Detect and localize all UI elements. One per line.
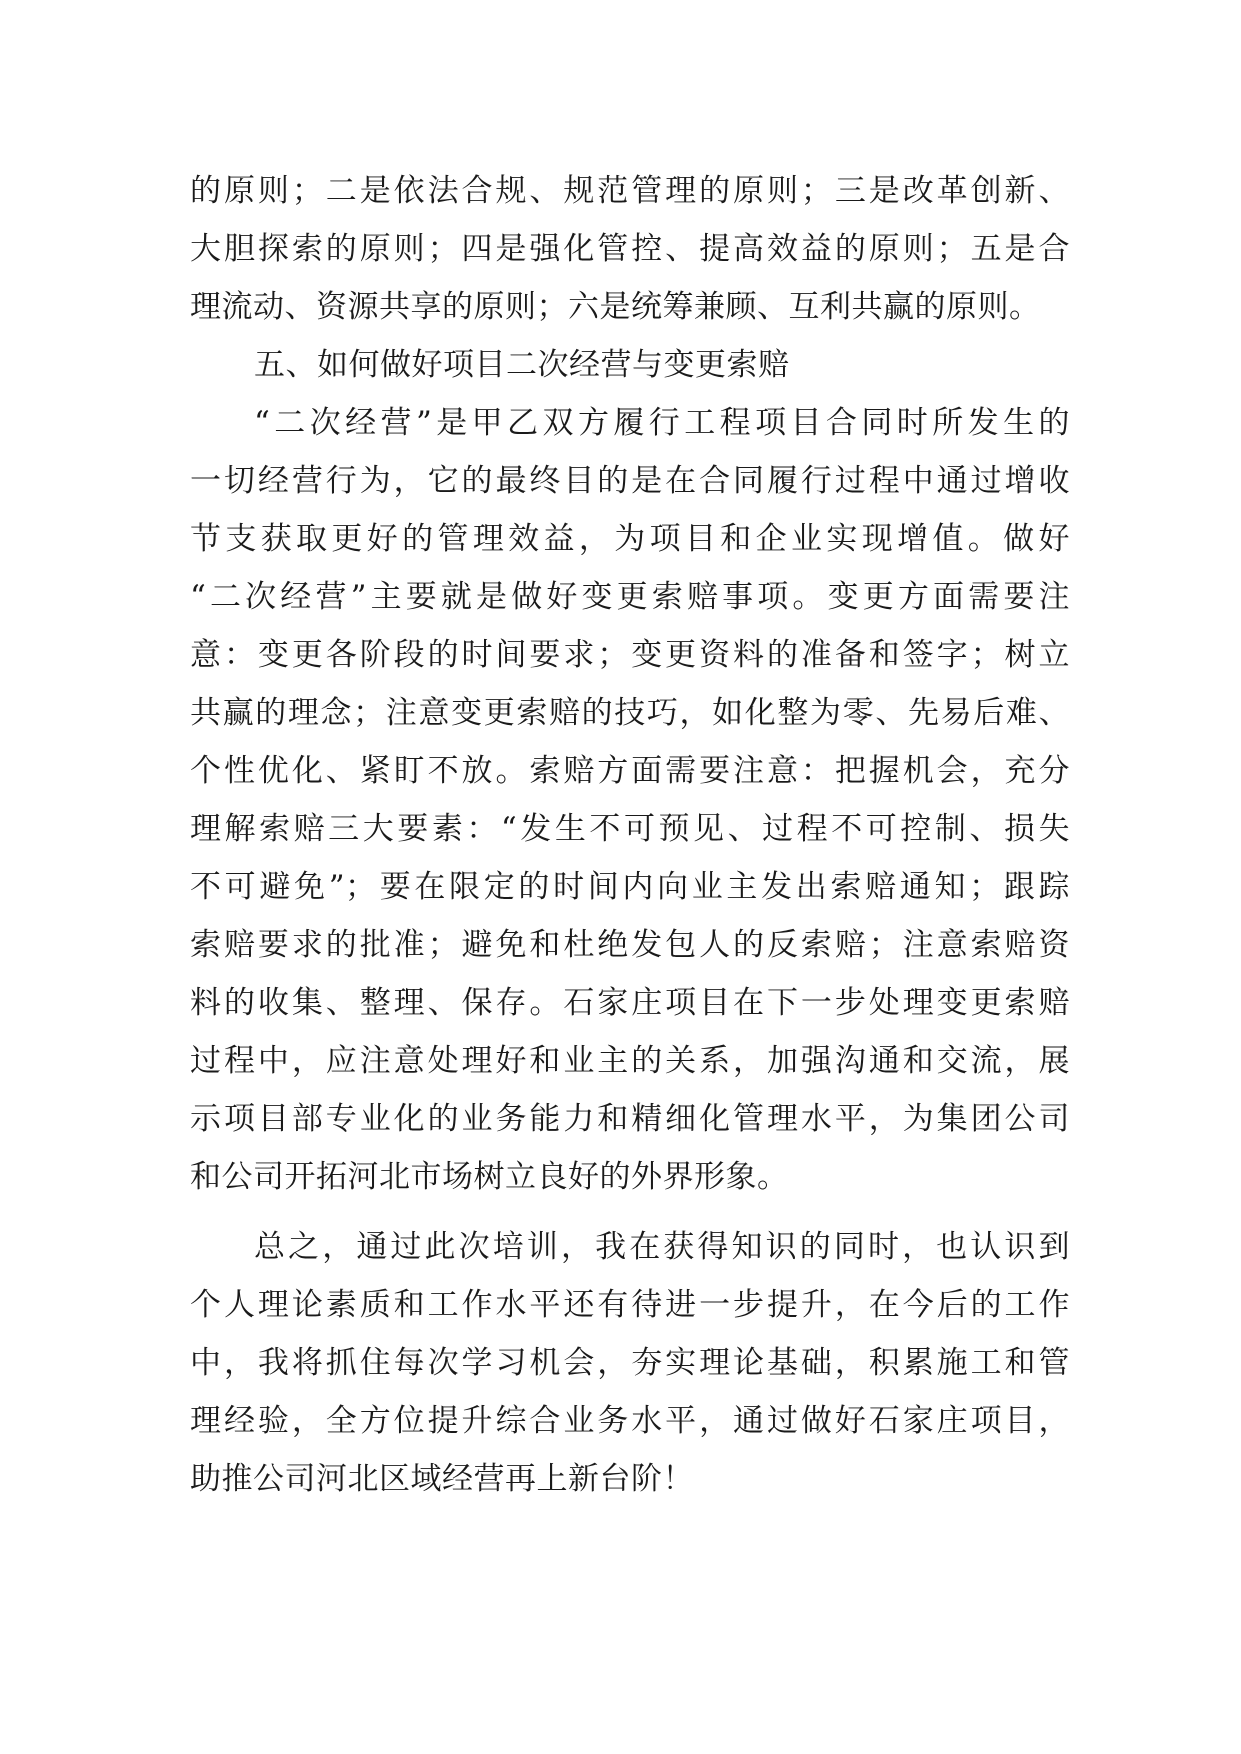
text-line: 过程中，应注意处理好和业主的关系，加强沟通和交流，展 bbox=[190, 1043, 1070, 1079]
paragraph-spacer bbox=[190, 1206, 1070, 1218]
text-line: 示项目部专业化的业务能力和精细化管理水平，为集团公司 bbox=[190, 1101, 1070, 1137]
text-line: 个性优化、紧盯不放。索赔方面需要注意：把握机会，充分 bbox=[190, 753, 1070, 789]
text-line: 一切经营行为，它的最终目的是在合同履行过程中通过增收 bbox=[190, 463, 1070, 499]
text-line: 的原则；二是依法合规、规范管理的原则；三是改革创新、 bbox=[190, 173, 1070, 209]
text-line: 理流动、资源共享的原则；六是统筹兼顾、互利共赢的原则。 bbox=[190, 289, 1041, 325]
text-line: 和公司开拓河北市场树立良好的外界形象。 bbox=[190, 1159, 789, 1195]
document-body bbox=[190, 162, 1070, 1508]
text-line: 意：变更各阶段的时间要求；变更资料的准备和签字；树立 bbox=[190, 637, 1070, 673]
text-line: 不可避免”；要在限定的时间内向业主发出索赔通知；跟踪 bbox=[190, 869, 1070, 905]
text-line: 理经验，全方位提升综合业务水平，通过做好石家庄项目， bbox=[190, 1403, 1070, 1439]
text-line: “二次经营”主要就是做好变更索赔事项。变更方面需要注 bbox=[190, 579, 1070, 615]
text-line: 料的收集、整理、保存。石家庄项目在下一步处理变更索赔 bbox=[190, 985, 1070, 1021]
text-line: 总之，通过此次培训，我在获得知识的同时，也认识到 bbox=[254, 1229, 1070, 1265]
paragraph-principles bbox=[190, 162, 1070, 336]
section-heading bbox=[190, 336, 1070, 394]
text-line: 索赔要求的批准；避免和杜绝发包人的反索赔；注意索赔资 bbox=[190, 927, 1070, 963]
text-line: 助推公司河北区域经营再上新台阶！ bbox=[190, 1461, 694, 1497]
text-line: 理解索赔三大要素：“发生不可预见、过程不可控制、损失 bbox=[190, 811, 1070, 847]
heading-line: 五、如何做好项目二次经营与变更索赔 bbox=[254, 347, 790, 383]
text-line: “二次经营”是甲乙双方履行工程项目合同时所发生的 bbox=[254, 405, 1070, 441]
paragraph-second-operation bbox=[190, 394, 1070, 1206]
text-line: 个人理论素质和工作水平还有待进一步提升，在今后的工作 bbox=[190, 1287, 1070, 1323]
text-line: 共赢的理念；注意变更索赔的技巧，如化整为零、先易后难、 bbox=[190, 695, 1070, 731]
paragraph-conclusion bbox=[190, 1218, 1070, 1508]
text-line: 节支获取更好的管理效益，为项目和企业实现增值。做好 bbox=[190, 521, 1070, 557]
text-line: 大胆探索的原则；四是强化管控、提高效益的原则；五是合 bbox=[190, 231, 1070, 267]
text-line: 中，我将抓住每次学习机会，夯实理论基础，积累施工和管 bbox=[190, 1345, 1070, 1381]
